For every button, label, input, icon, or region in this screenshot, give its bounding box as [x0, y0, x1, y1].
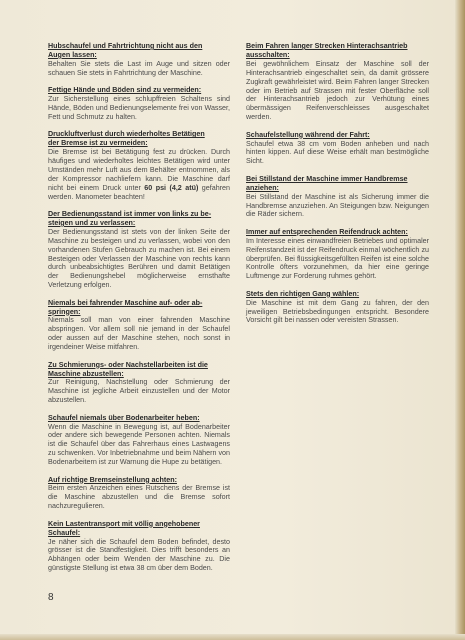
section-heading [48, 299, 230, 317]
section-bremseinstellung [48, 476, 230, 512]
left-column [48, 42, 230, 582]
heading-line: Hubschaufel und Fahrtrichtung nicht aus den [48, 42, 203, 50]
section-druckluftverlust [48, 130, 230, 201]
section-heading [48, 130, 230, 148]
heading-line: Schaufel: [48, 528, 81, 537]
section-hinterachsantrieb [246, 42, 429, 122]
body-text: Die Bremse ist bei Betätigung fest zu drücken. Durch häufiges und wiederholtes leichtes Betätigen wird unter Umständen mehr Luft aus dem Behälter entnommen, als der Kompressor nachliefern kann. Die Maschine darf nicht bei einem Druck unter [48, 148, 230, 192]
section-heading [48, 361, 230, 379]
heading-line: Stets den richtigen Gang wählen: [246, 289, 360, 298]
section-heading [48, 476, 230, 485]
heading-line: der Bremse ist zu vermeiden: [48, 139, 148, 148]
section-heading [48, 210, 230, 228]
section-schaufel-bodenarbeiter [48, 414, 230, 467]
right-column [246, 42, 429, 334]
section-heading [48, 86, 230, 95]
section-heading [246, 131, 429, 140]
section-body: Die Maschine ist mit dem Gang zu fahren, der den jeweiligen Betriebsbedingungen entspricht. Besondere Vorsicht gilt bei nassen oder vereisten Strassen. [246, 298, 429, 325]
heading-line: Auf richtige Bremseinstellung achten: [48, 475, 177, 484]
section-body: Niemals soll man von einer fahrenden Maschine abspringen. Vor allem soll nie jemand in der Schaufel oder aussen auf der Maschine stehen, noch sonst in irgendeiner Weise mitfahren. [48, 316, 230, 352]
heading-line: ausschalten: [246, 50, 290, 59]
section-lastentransport [48, 520, 230, 573]
section-heading [48, 520, 230, 538]
heading-line: Augen lassen: [48, 50, 97, 59]
section-body: Der Bedienungsstand ist stets von der linken Seite der Maschine zu besteigen und zu verlassen, wobei von den vorhandenen Stufen Gebrauch zu machen ist. Bei einem Besteigen oder Verlassen der Maschine von rechts kann durch unbeabsichtigtes Berühren und damit Betätigen der Bedienungshebel möglicherweise ernsthafte Verletzung erfolgen. [48, 227, 230, 290]
heading-line: Kein Lastentransport mit völlig angehobener [48, 519, 200, 528]
page-number: 8 [48, 592, 54, 603]
section-body: Wenn die Maschine in Bewegung ist, auf Bodenarbeiter oder andere sich bewegende Personen achten. Niemals ist die Schaufel über das Fahrerhaus eines Lastwagens zu schwenken. Vor Inbetriebnahme und beim Nähern von Bodenarbeitern ist zur Warnung die Hupe zu betätigen. [48, 422, 230, 467]
section-handbremse [246, 175, 429, 220]
section-body: Zur Reinigung, Nachstellung oder Schmierung der Maschine ist jegliche Arbeit einzustellen und der Motor abzustellen. [48, 378, 230, 405]
section-richtiger-gang [246, 290, 429, 326]
page-edge-shadow [455, 0, 465, 640]
heading-line: Bei Stillstand der Maschine immer Handbremse [246, 174, 408, 183]
section-body: Behalten Sie stets die Last im Auge und sitzen oder schauen Sie stets in Fahrtrichtung der Maschine. [48, 59, 230, 77]
section-heading [246, 290, 429, 299]
heading-line: Maschine abzustellen: [48, 369, 124, 378]
section-bedienungsstand [48, 210, 230, 290]
section-heading [246, 228, 429, 237]
heading-line: Beim Fahren langer Strecken Hinterachsantrieb [246, 42, 408, 50]
section-heading [48, 414, 230, 423]
section-body: Beim ersten Anzeichen eines Rutschens der Bremse ist die Maschine abzustellen und die Bremse sofort nachzuregulieren. [48, 484, 230, 511]
section-schaufelstellung [246, 131, 429, 167]
heading-line: anziehen: [246, 183, 279, 192]
heading-line: steigen und zu verlassen: [48, 218, 136, 227]
heading-line: Zu Schmierungs- oder Nachstellarbeiten ist die [48, 360, 208, 369]
heading-line: Immer auf entsprechenden Reifendruck achten: [246, 227, 408, 236]
section-body: Je näher sich die Schaufel dem Boden befindet, desto grösser ist die Standfestigkeit. Dies trifft besonders an Abhängen oder beim Wenden der Maschine zu. Die günstigste Stellung ist etwa 38 cm über dem Boden. [48, 537, 230, 573]
heading-line: Druckluftverlust durch wiederholtes Betätigen [48, 130, 205, 139]
section-body: Zur Sicherstellung eines schlupffreien Schaltens sind Hände, Böden und Bedienungselemente frei von Wasser, Fett und Schmutz zu halten. [48, 95, 230, 121]
heading-line: Fettige Hände und Böden sind zu vermeiden: [48, 86, 202, 95]
page-edge-bottom [0, 634, 465, 640]
section-heading [48, 42, 230, 60]
section-heading [246, 42, 429, 60]
section-hubschaufel [48, 42, 230, 78]
section-fettige-haende [48, 86, 230, 122]
heading-line: Schaufelstellung während der Fahrt: [246, 130, 370, 139]
section-reifendruck [246, 228, 429, 281]
heading-line: Schaufel niemals über Bodenarbeiter heben: [48, 413, 200, 422]
section-heading [246, 175, 429, 193]
pressure-value: 60 psi (4,2 atü) [144, 183, 199, 192]
section-body: Im Interesse eines einwandfreien Betriebes und optimaler Reifenstandzeit ist der Reifendruck einmal wöchentlich zu überprüfen. Bei flüssigkeitsgefüllten Reifen ist eine solche Kontrolle öfters vorzunehmen, da hier eine geringe Luftmenge zur Forderung ruhmes gehört. [246, 236, 429, 281]
heading-line: Niemals bei fahrender Maschine auf- oder ab- [48, 298, 203, 307]
section-body: Bei Stillstand der Maschine ist als Sicherung immer die Handbremse anzuziehen. An Steigungen bzw. Neigungen die Räder sichern. [246, 192, 429, 219]
section-schmierung [48, 361, 230, 406]
body-text: gefahren werden. Manometer beachten! [48, 183, 230, 201]
section-body: Bei gewöhnlichem Einsatz der Maschine soll der Hinterachsantrieb eingeschaltet sein, da damit grössere Zugkraft gewährleistet wird. Beim Fahren langer Strecken oder im Betrieb auf Strassen mit fester Oberfläche soll der Hinterachsantrieb jedoch zur Verhütung eines übermässigen Reifenverschleisses ausgeschaltet werden. [246, 59, 429, 122]
heading-line: Der Bedienungsstand ist immer von links zu be- [48, 210, 212, 218]
section-niemals-abspringen [48, 299, 230, 352]
heading-line: springen: [48, 307, 81, 316]
section-body: Schaufel etwa 38 cm vom Boden anheben und nach hinten kippen. Auf diese Weise erhält man bestmögliche Sicht. [246, 139, 429, 166]
section-body [48, 148, 230, 201]
